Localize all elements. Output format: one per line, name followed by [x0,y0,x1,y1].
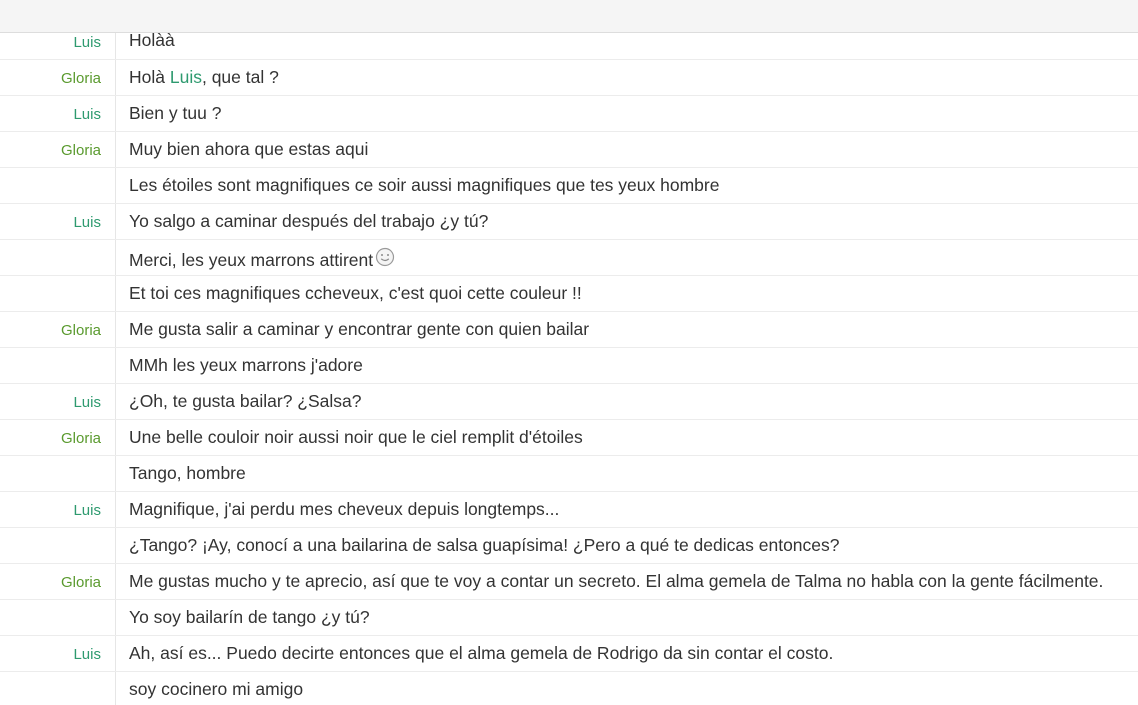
chat-message-row [0,33,1138,60]
chat-message-row [0,96,1138,132]
message-text: Ah, así es... Puedo decirte entonces que el alma gemela de Rodrigo da sin contar el costo. [129,643,834,663]
sender-name[interactable]: Luis [73,34,101,51]
message-text: Tango, hombre [129,463,246,483]
message-text: Une belle couloir noir aussi noir que le ciel remplit d'étoiles [129,427,583,447]
message-text-part: Merci, les yeux marrons attirent [129,250,374,270]
chat-message-row [0,636,1138,672]
top-toolbar [0,0,1138,33]
sender-name[interactable]: Luis [73,394,101,411]
message-text: Holàà [129,33,175,50]
sender-name[interactable]: Gloria [60,70,101,87]
chat-message-row [0,420,1138,456]
chat-message-row [0,132,1138,168]
chat-message-row [0,60,1138,96]
message-text [129,247,395,271]
message-text [129,67,279,87]
chat-message-row [0,564,1138,600]
chat-message-row [0,528,1138,564]
message-text: ¿Tango? ¡Ay, conocí a una bailarina de salsa guapísima! ¿Pero a qué te dedicas entonces? [129,535,840,555]
chat-message-row [0,312,1138,348]
message-text: Me gustas mucho y te aprecio, así que te voy a contar un secreto. El alma gemela de Talma no habla con la gente fácilmente. [129,571,1104,591]
chat-message-row [0,276,1138,312]
smiley-face-icon [375,247,395,271]
chat-message-row [0,240,1138,276]
message-text: Magnifique, j'ai perdu mes cheveux depuis longtemps... [129,499,560,519]
sender-name[interactable]: Luis [73,214,101,231]
message-text: MMh les yeux marrons j'adore [129,355,363,375]
chat-message-row [0,204,1138,240]
message-text-part: Holà [129,67,170,87]
sender-name[interactable]: Luis [73,106,101,123]
message-text: Yo salgo a caminar después del trabajo ¿y tú? [129,211,489,231]
sender-name[interactable]: Gloria [60,574,101,591]
chat-message-row [0,348,1138,384]
sender-name[interactable]: Gloria [60,322,101,339]
chat-message-row [0,456,1138,492]
sender-name[interactable]: Gloria [60,142,101,159]
user-mention[interactable]: Luis [169,67,202,87]
chat-message-row [0,384,1138,420]
chat-log [0,33,1138,705]
message-text: Yo soy bailarín de tango ¿y tú? [129,607,370,627]
message-text: Les étoiles sont magnifiques ce soir aussi magnifiques que tes yeux hombre [129,175,720,195]
message-text: soy cocinero mi amigo [129,679,304,699]
chat-message-row [0,672,1138,705]
message-text: Me gusta salir a caminar y encontrar gente con quien bailar [129,319,590,339]
sender-name[interactable]: Luis [73,502,101,519]
sender-name[interactable]: Luis [73,646,101,663]
message-text: ¿Oh, te gusta bailar? ¿Salsa? [129,391,362,411]
message-text: Et toi ces magnifiques ccheveux, c'est quoi cette couleur !! [129,283,582,303]
sender-name[interactable]: Gloria [60,430,101,447]
chat-message-row [0,168,1138,204]
message-text: Bien y tuu ? [129,103,222,123]
chat-message-row [0,600,1138,636]
message-text: Muy bien ahora que estas aqui [129,139,369,159]
chat-message-row [0,492,1138,528]
message-text-part: , que tal ? [201,67,279,87]
